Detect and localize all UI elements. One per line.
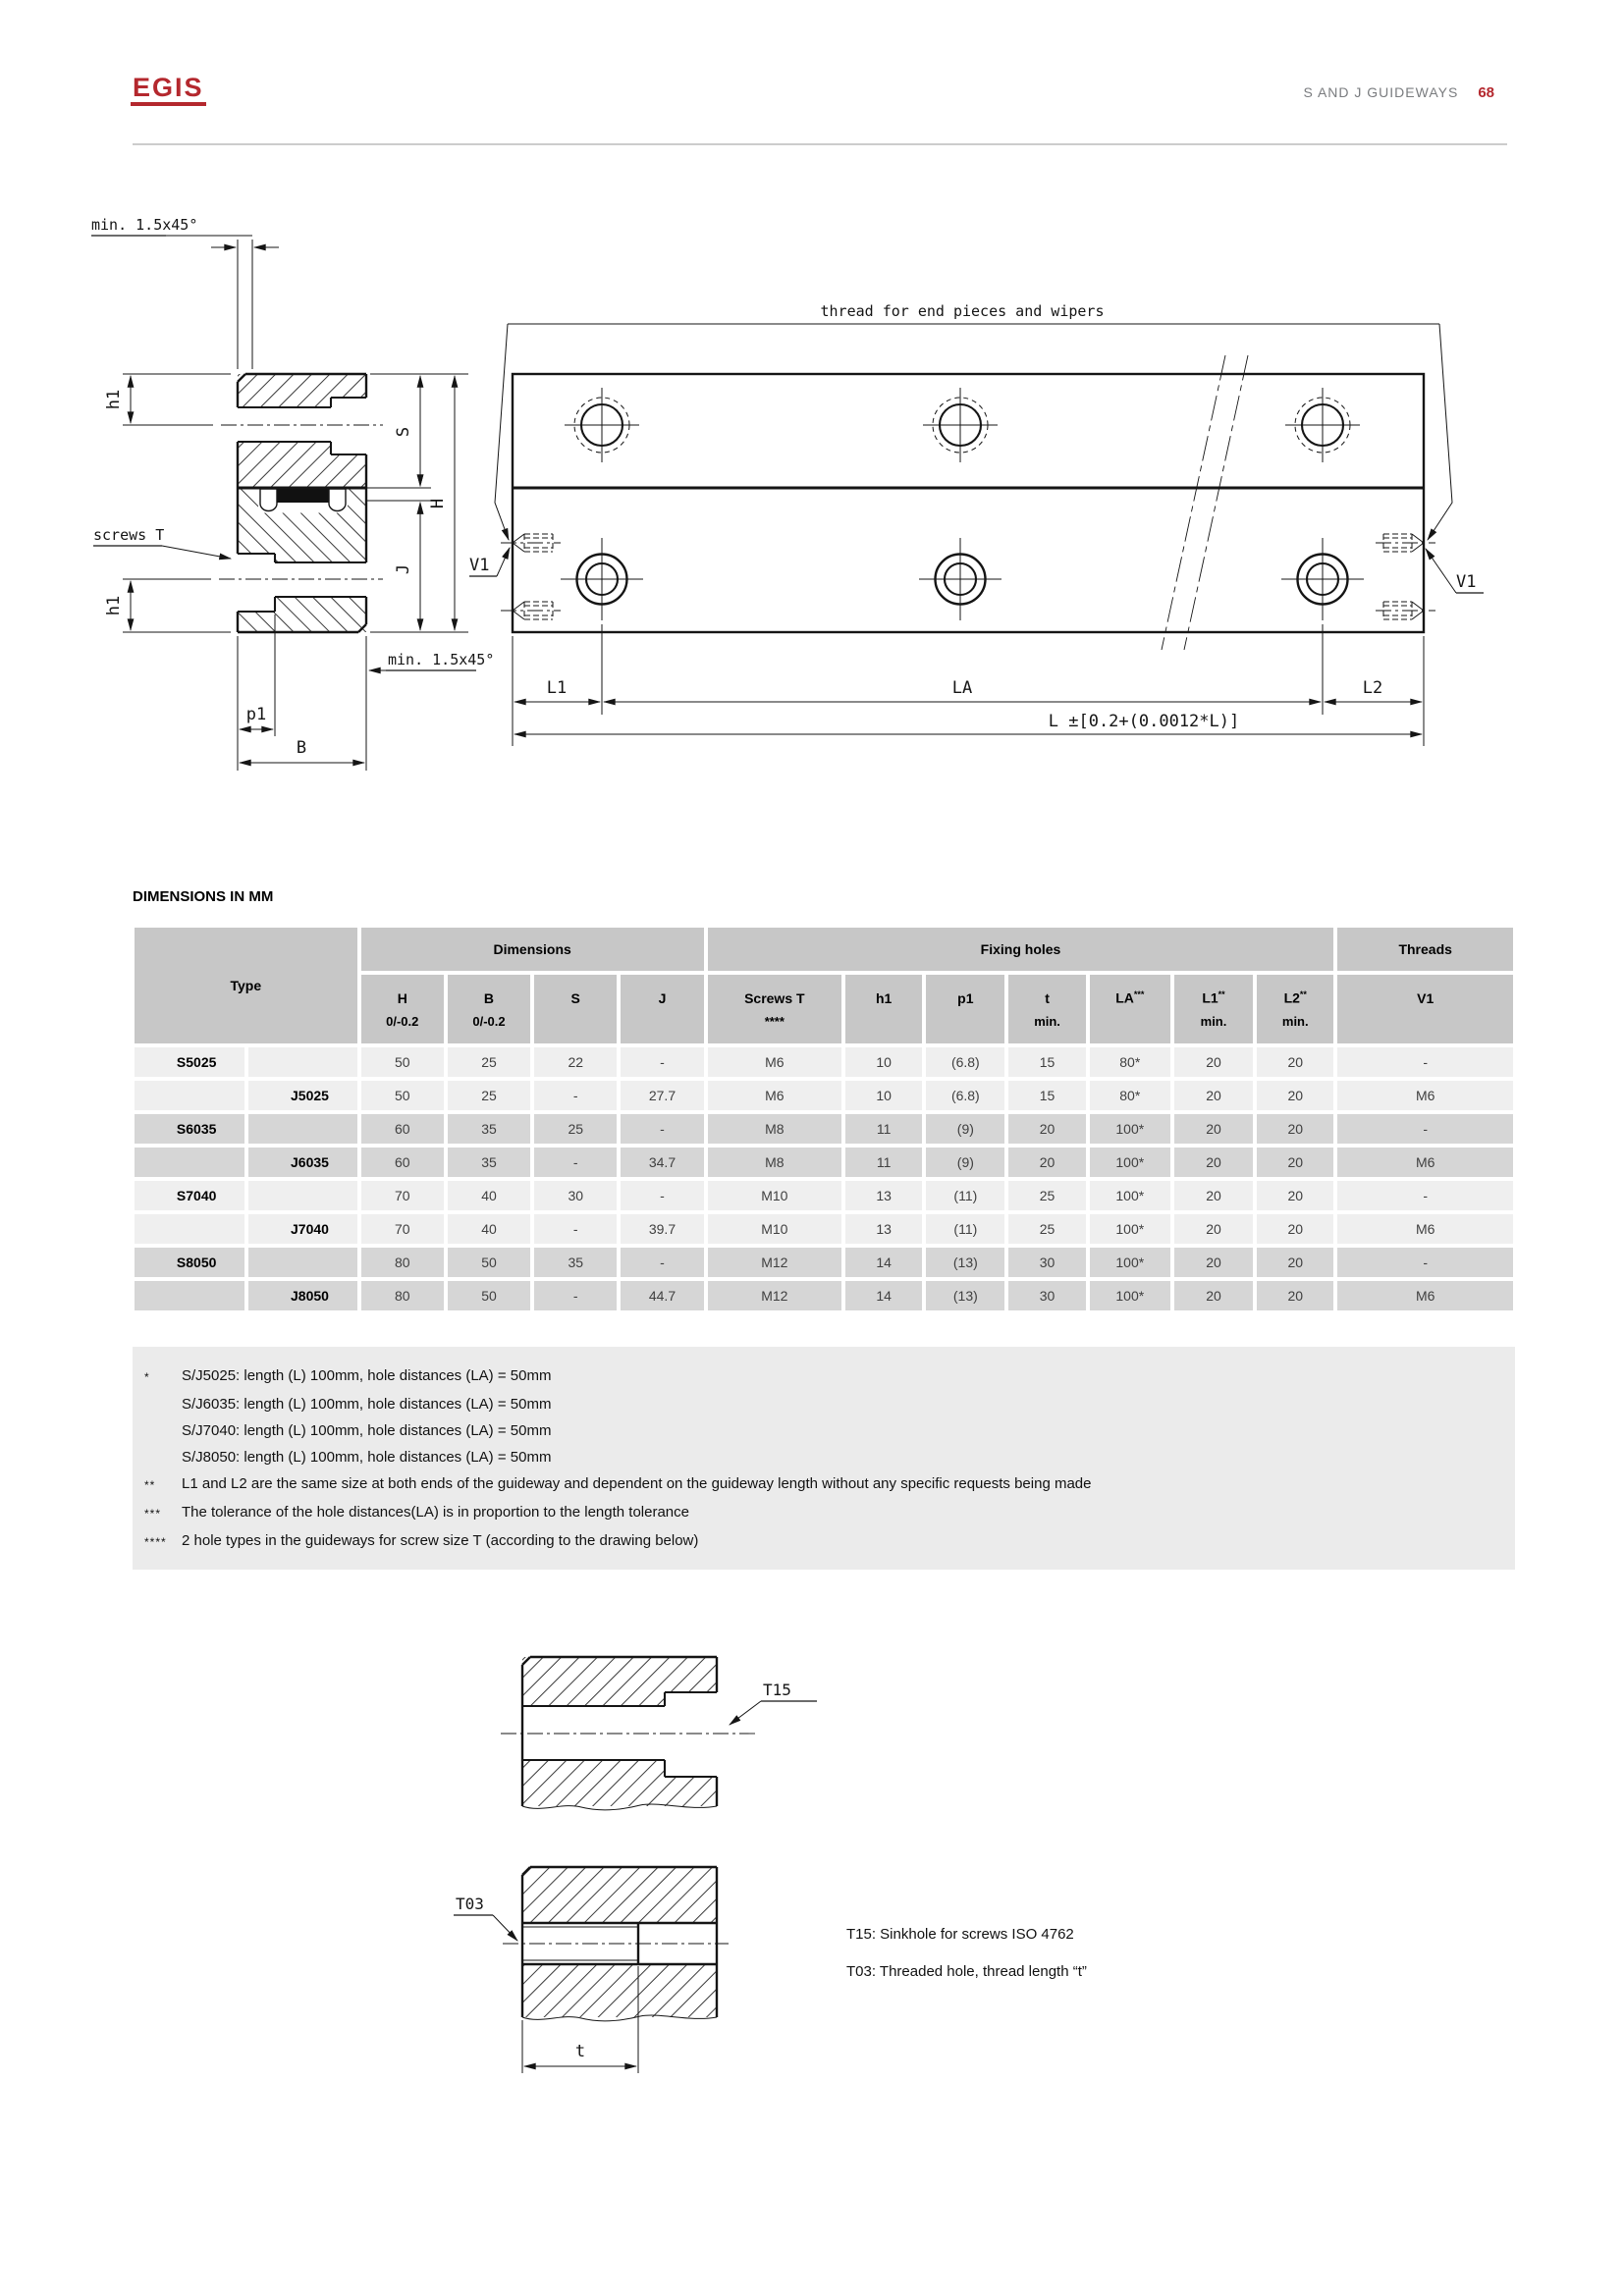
svg-text:h1: h1 [104, 595, 124, 616]
col-b: B 0/-0.2 [448, 975, 530, 1043]
svg-text:L2: L2 [1362, 678, 1383, 698]
footnote-star-1: * S/J5025: length (L) 100mm, hole distances (LA) = 50mm [144, 1367, 552, 1384]
footnote-star-2: S/J6035: length (L) 100mm, hole distances (LA) = 50mm [182, 1396, 552, 1413]
hole-type-notes [846, 1916, 1087, 1991]
footnote-star-4: S/J8050: length (L) 100mm, hole distances (LA) = 50mm [182, 1449, 552, 1466]
footnotes-block [133, 1347, 1515, 1570]
svg-text:t: t [574, 2042, 586, 2061]
svg-text:T15: T15 [763, 1681, 791, 1699]
cross-section-view [91, 216, 494, 771]
svg-text:B: B [296, 738, 307, 758]
t03-drawing [454, 1867, 729, 2073]
table-row: S8050 80 50 35 - M12 14 (13) 30 100* 20 20 - [135, 1248, 1513, 1277]
table-row: J5025 50 25 - 27.7 M6 10 (6.8) 15 80* 20 20 M6 [135, 1081, 1513, 1110]
table-row: S5025 50 25 22 - M6 10 (6.8) 15 80* 20 20 - [135, 1047, 1513, 1077]
svg-text:S: S [394, 426, 413, 438]
col-s: S [534, 975, 617, 1043]
seal-insert [277, 489, 329, 503]
col-la: LA*** [1090, 975, 1170, 1043]
svg-text:L ±[0.2+(0.0012*L)]: L ±[0.2+(0.0012*L)] [1048, 712, 1240, 731]
col-t: t min. [1008, 975, 1085, 1043]
footnote-doublestar: ** L1 and L2 are the same size at both ends of the guideway and dependent on the guideway length without any specific requests being made [144, 1475, 1092, 1492]
svg-text:thread for end pieces and wipe: thread for end pieces and wipers [820, 302, 1105, 320]
guideway-drawing [83, 196, 1497, 785]
side-view [469, 302, 1484, 746]
svg-text:p1: p1 [245, 705, 267, 724]
col-group-threads: Threads [1337, 928, 1513, 971]
length-dimensions [513, 624, 1424, 746]
t03-note: T03: Threaded hole, thread length “t” [846, 1963, 1087, 1980]
header-rule [133, 143, 1507, 145]
footnote-quadstar: **** 2 hole types in the guideways for screw size T (according to the drawing below) [144, 1532, 699, 1549]
page-header [1304, 84, 1495, 101]
v1-label-left [469, 548, 510, 576]
col-group-type: Type [135, 928, 357, 1043]
page-number: 68 [1478, 84, 1494, 101]
svg-text:min. 1.5x45°: min. 1.5x45° [388, 651, 495, 668]
col-h: H 0/-0.2 [361, 975, 444, 1043]
col-p1: p1 [926, 975, 1004, 1043]
table-title: DIMENSIONS IN MM [133, 888, 274, 905]
t15-drawing [501, 1657, 817, 1810]
svg-text:T03: T03 [456, 1895, 484, 1913]
col-screws-t: Screws T **** [708, 975, 841, 1043]
table-row: J8050 80 50 - 44.7 M12 14 (13) 30 100* 20 20 M6 [135, 1281, 1513, 1310]
col-v1: V1 [1337, 975, 1513, 1043]
footnote-triplestar: *** The tolerance of the hole distances(LA) is in proportion to the length tolerance [144, 1504, 689, 1521]
col-j: J [621, 975, 703, 1043]
svg-text:V1: V1 [1456, 572, 1477, 592]
svg-text:h1: h1 [104, 389, 124, 410]
clip-right [329, 489, 346, 511]
svg-text:min. 1.5x45°: min. 1.5x45° [91, 216, 198, 234]
table-row: J7040 70 40 - 39.7 M10 13 (11) 25 100* 20 20 M6 [135, 1214, 1513, 1244]
svg-text:J: J [394, 563, 413, 575]
col-l1: L1** min. [1174, 975, 1253, 1043]
svg-text:LA: LA [951, 678, 973, 698]
svg-text:V1: V1 [469, 556, 490, 575]
egis-logo: EGIS [131, 75, 206, 106]
footnote-star-3: S/J7040: length (L) 100mm, hole distances (LA) = 50mm [182, 1422, 552, 1439]
hole-detail-drawings [373, 1620, 1159, 2081]
dimensions-table [131, 924, 1517, 1314]
table-row: S7040 70 40 30 - M10 13 (11) 25 100* 20 20 - [135, 1181, 1513, 1210]
t15-note: T15: Sinkhole for screws ISO 4762 [846, 1926, 1074, 1943]
table-row: J6035 60 35 - 34.7 M8 11 (9) 20 100* 20 20 M6 [135, 1148, 1513, 1177]
col-group-fixing-holes: Fixing holes [708, 928, 1334, 971]
col-l2: L2** min. [1257, 975, 1333, 1043]
section-title: S AND J GUIDEWAYS [1303, 84, 1459, 100]
col-group-dimensions: Dimensions [361, 928, 704, 971]
col-h1: h1 [845, 975, 922, 1043]
svg-text:screws T: screws T [93, 526, 165, 544]
svg-text:H: H [428, 498, 448, 509]
table-row: S6035 60 35 25 - M8 11 (9) 20 100* 20 20 - [135, 1114, 1513, 1144]
clip-left [260, 489, 277, 511]
v1-label-right [1426, 549, 1484, 593]
svg-text:L1: L1 [546, 678, 568, 698]
